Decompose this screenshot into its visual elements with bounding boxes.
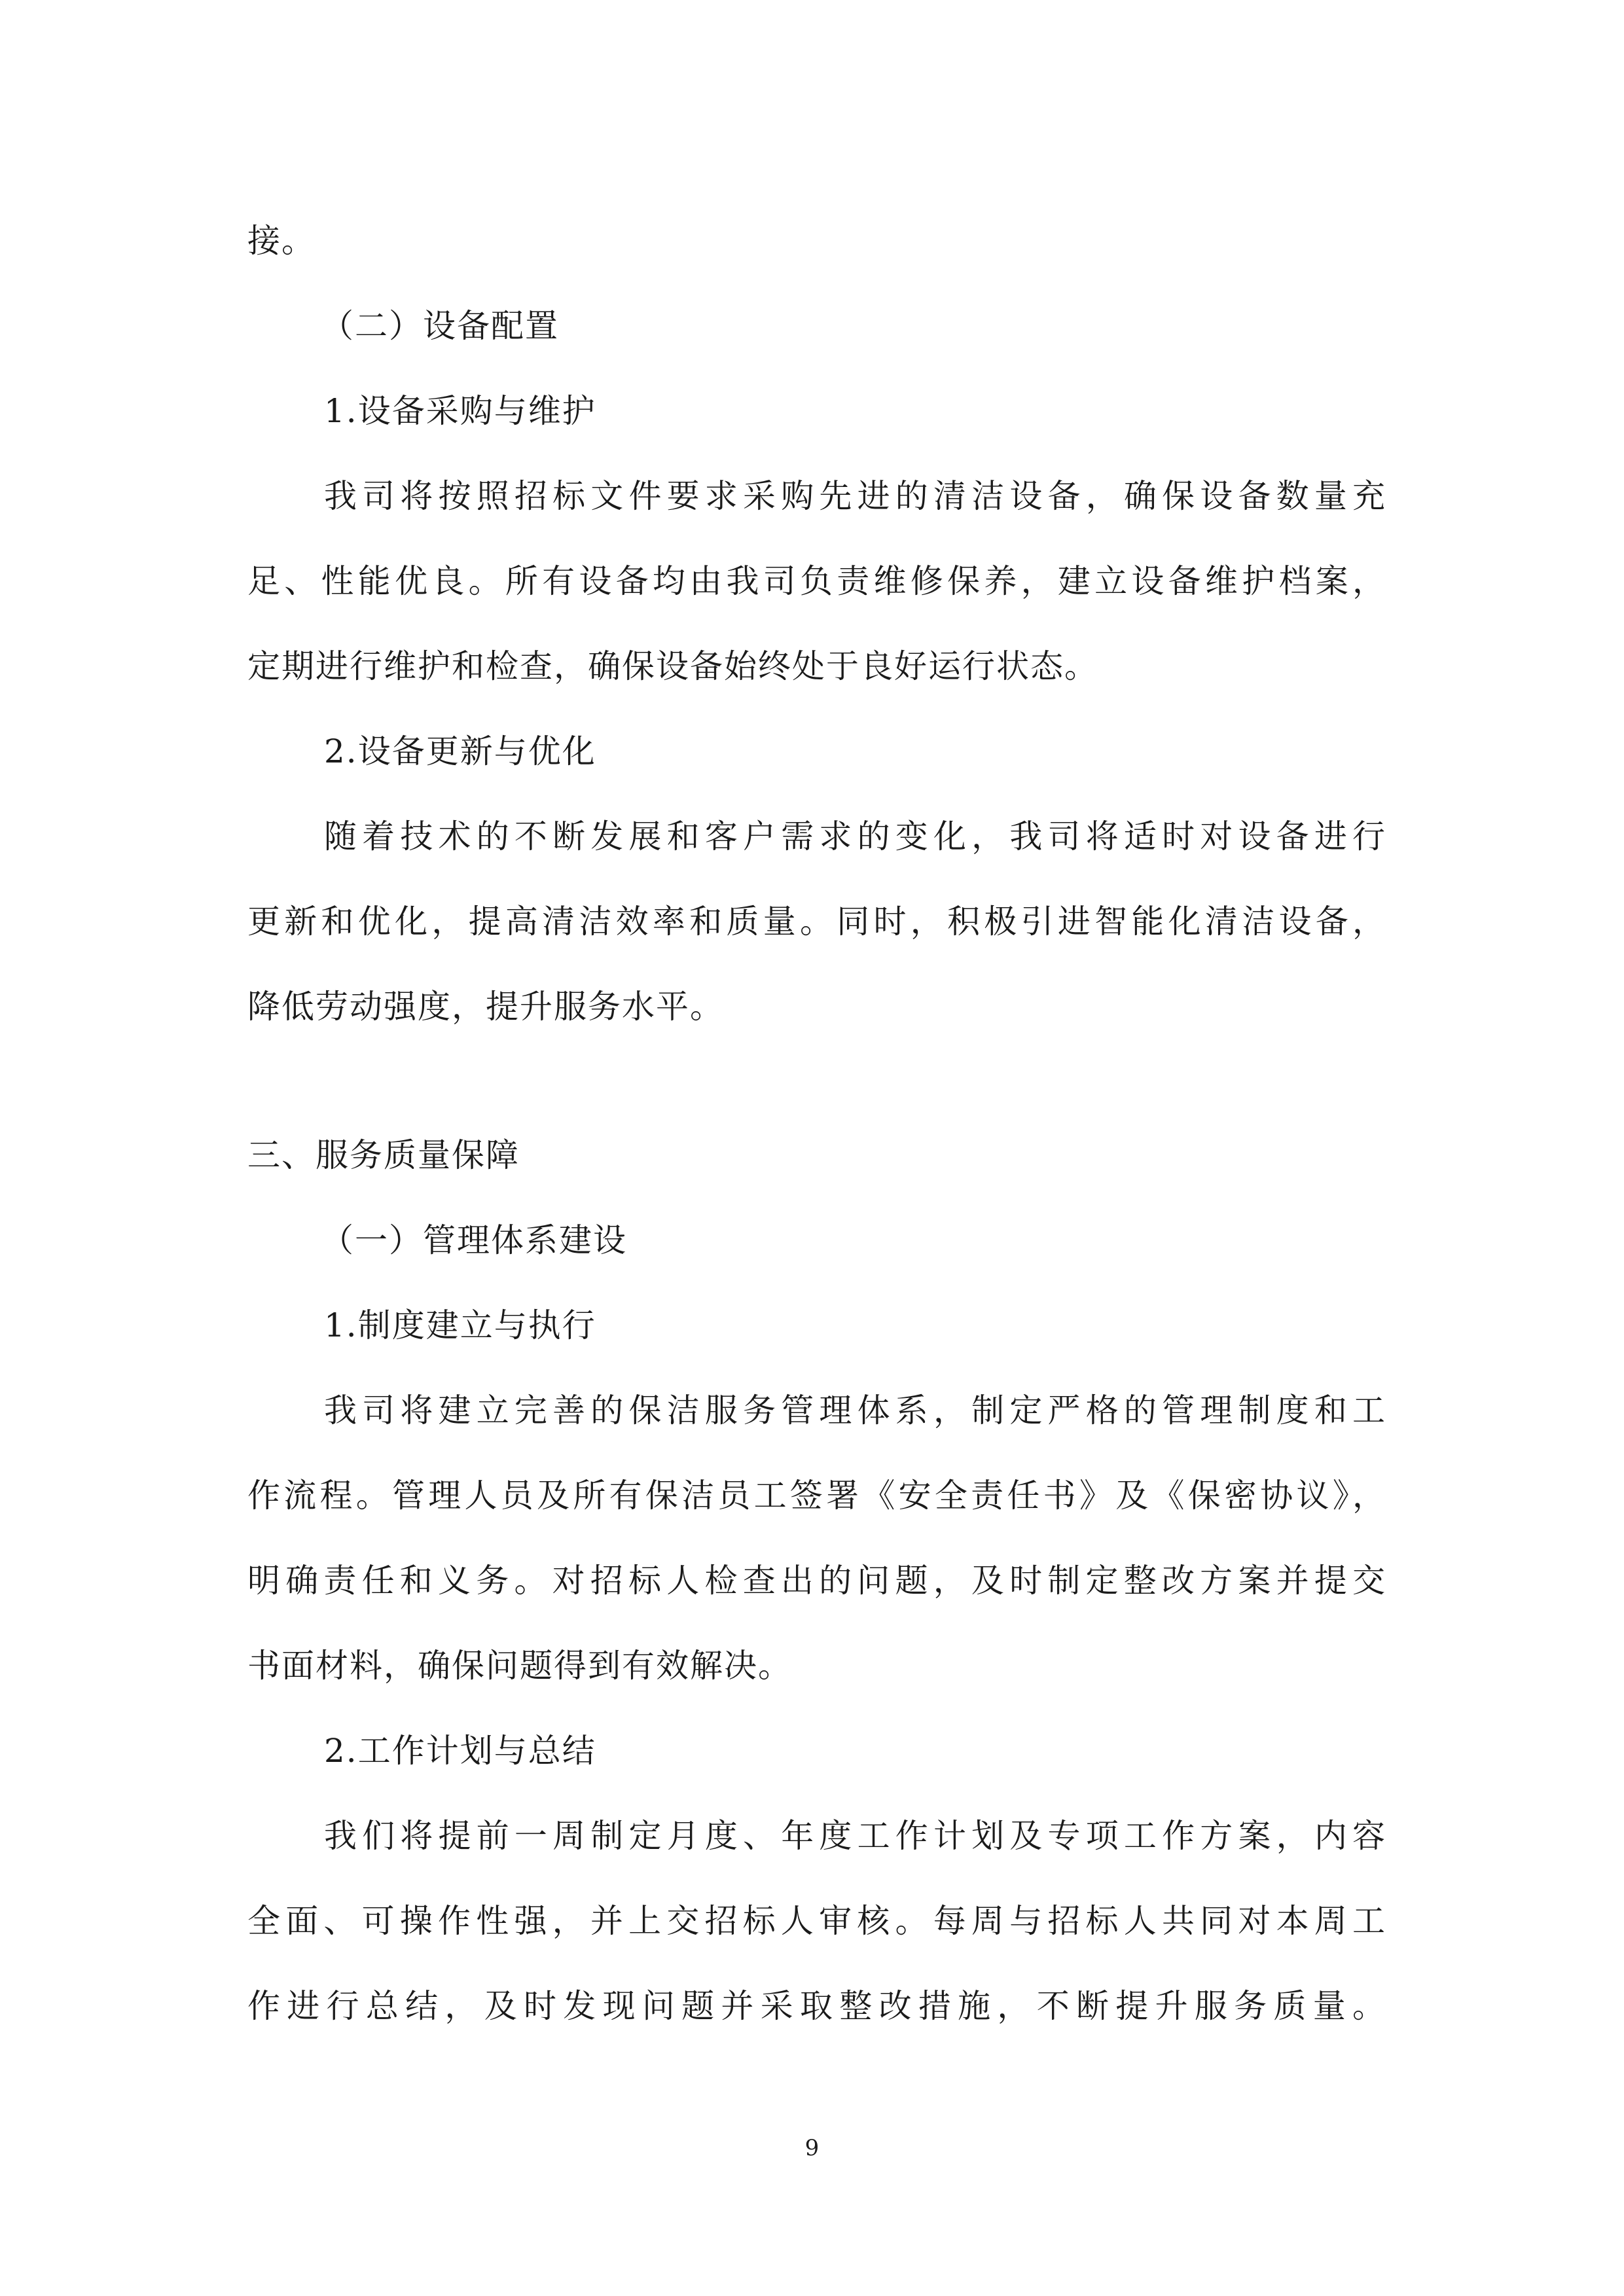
page-number: 9 [804, 2135, 820, 2161]
body-text-line: 我们将提前一周制定月度、年度工作计划及专项工作方案，内容 [324, 1817, 1386, 1855]
body-text-line: 随着技术的不断发展和客户需求的变化，我司将适时对设备进行 [324, 817, 1386, 855]
body-text-line: 作进行总结，及时发现问题并采取整改措施，不断提升服务质量。 [247, 1987, 1386, 2025]
item-heading-equipment-purchase: 1.设备采购与维护 [324, 392, 596, 430]
item-heading-system-execution: 1.制度建立与执行 [324, 1306, 596, 1344]
paragraph-end-line: 接。 [247, 222, 316, 260]
body-text-line: 书面材料，确保问题得到有效解决。 [247, 1647, 792, 1685]
body-text-line: 我司将建立完善的保洁服务管理体系，制定严格的管理制度和工 [324, 1391, 1386, 1429]
body-text-line: 降低劳动强度，提升服务水平。 [247, 988, 724, 1026]
body-text-line: 全面、可操作性强，并上交招标人审核。每周与招标人共同对本周工 [247, 1902, 1386, 1940]
body-text-line: 定期进行维护和检查，确保设备始终处于良好运行状态。 [247, 647, 1098, 685]
body-text-line: 足、性能优良。所有设备均由我司负责维修保养，建立设备维护档案， [247, 562, 1386, 600]
body-text-line: 明确责任和义务。对招标人检查出的问题，及时制定整改方案并提交 [247, 1562, 1386, 1600]
body-text-line: 更新和优化，提高清洁效率和质量。同时，积极引进智能化清洁设备， [247, 903, 1386, 941]
subsection-heading-equipment-config: （二）设备配置 [321, 307, 559, 345]
item-heading-work-plan: 2.工作计划与总结 [324, 1732, 596, 1770]
body-text-line: 我司将按照招标文件要求采购先进的清洁设备，确保设备数量充 [324, 477, 1386, 515]
item-heading-equipment-update: 2.设备更新与优化 [324, 732, 596, 770]
section-heading-quality-assurance: 三、服务质量保障 [247, 1136, 520, 1174]
body-text-line: 作流程。管理人员及所有保洁员工签署《安全责任书》及《保密协议》， [247, 1477, 1386, 1515]
subsection-heading-management-system: （一）管理体系建设 [321, 1221, 627, 1259]
